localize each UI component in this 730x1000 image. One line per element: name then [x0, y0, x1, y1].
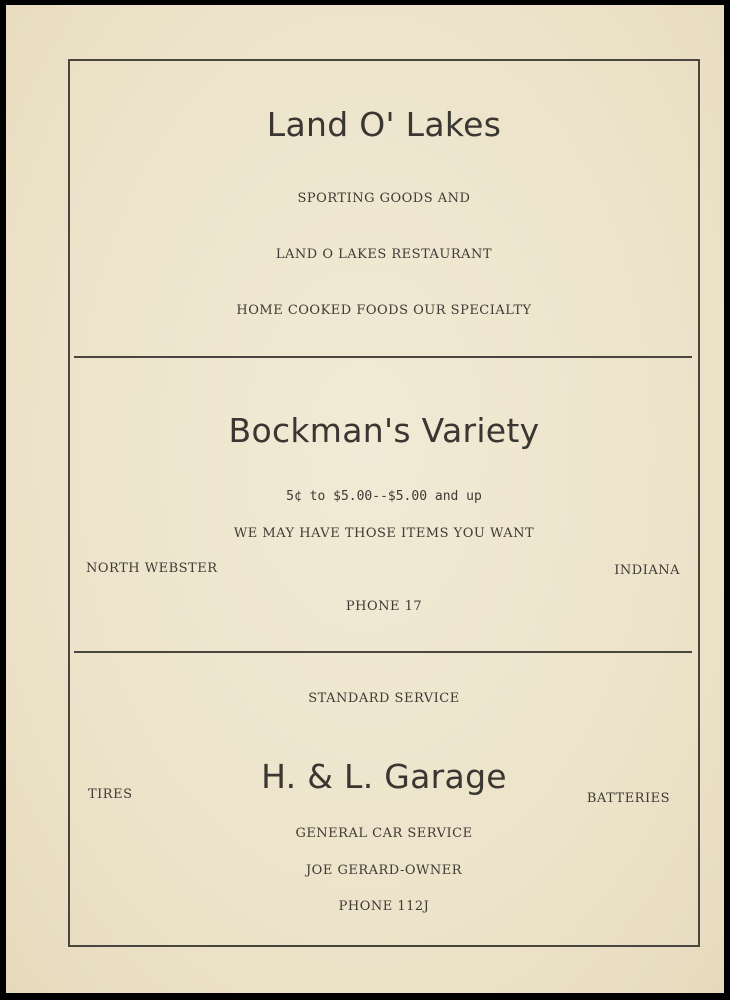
ad2-price-line: 5¢ to $5.00--$5.00 and up [286, 489, 482, 504]
ad-frame [68, 59, 700, 947]
ad1-line3: HOME COOKED FOODS OUR SPECIALTY [236, 303, 532, 318]
ad1-title: Land O' Lakes [266, 105, 502, 144]
page [6, 5, 724, 993]
ad1-line2: LAND O LAKES RESTAURANT [275, 247, 493, 262]
ad3-service: GENERAL CAR SERVICE [295, 826, 473, 841]
ad2-phone: PHONE 17 [345, 599, 423, 614]
ad2-slogan: WE MAY HAVE THOSE ITEMS YOU WANT [233, 526, 535, 541]
ad3-left: TIRES [88, 787, 133, 802]
ad2-state: INDIANA [614, 563, 680, 578]
ad2-title: Bockman's Variety [228, 411, 540, 450]
ad2-city: NORTH WEBSTER [86, 561, 218, 576]
ad3-phone: PHONE 112J [338, 899, 430, 914]
ad3-header: STANDARD SERVICE [308, 691, 460, 706]
ad3-right: BATTERIES [586, 791, 670, 806]
ad3-owner: JOE GERARD-OWNER [305, 863, 463, 878]
ad3-title: H. & L. Garage [261, 757, 507, 796]
divider-2 [74, 651, 692, 653]
ad1-line1: SPORTING GOODS AND [297, 191, 471, 206]
divider-1 [74, 356, 692, 358]
